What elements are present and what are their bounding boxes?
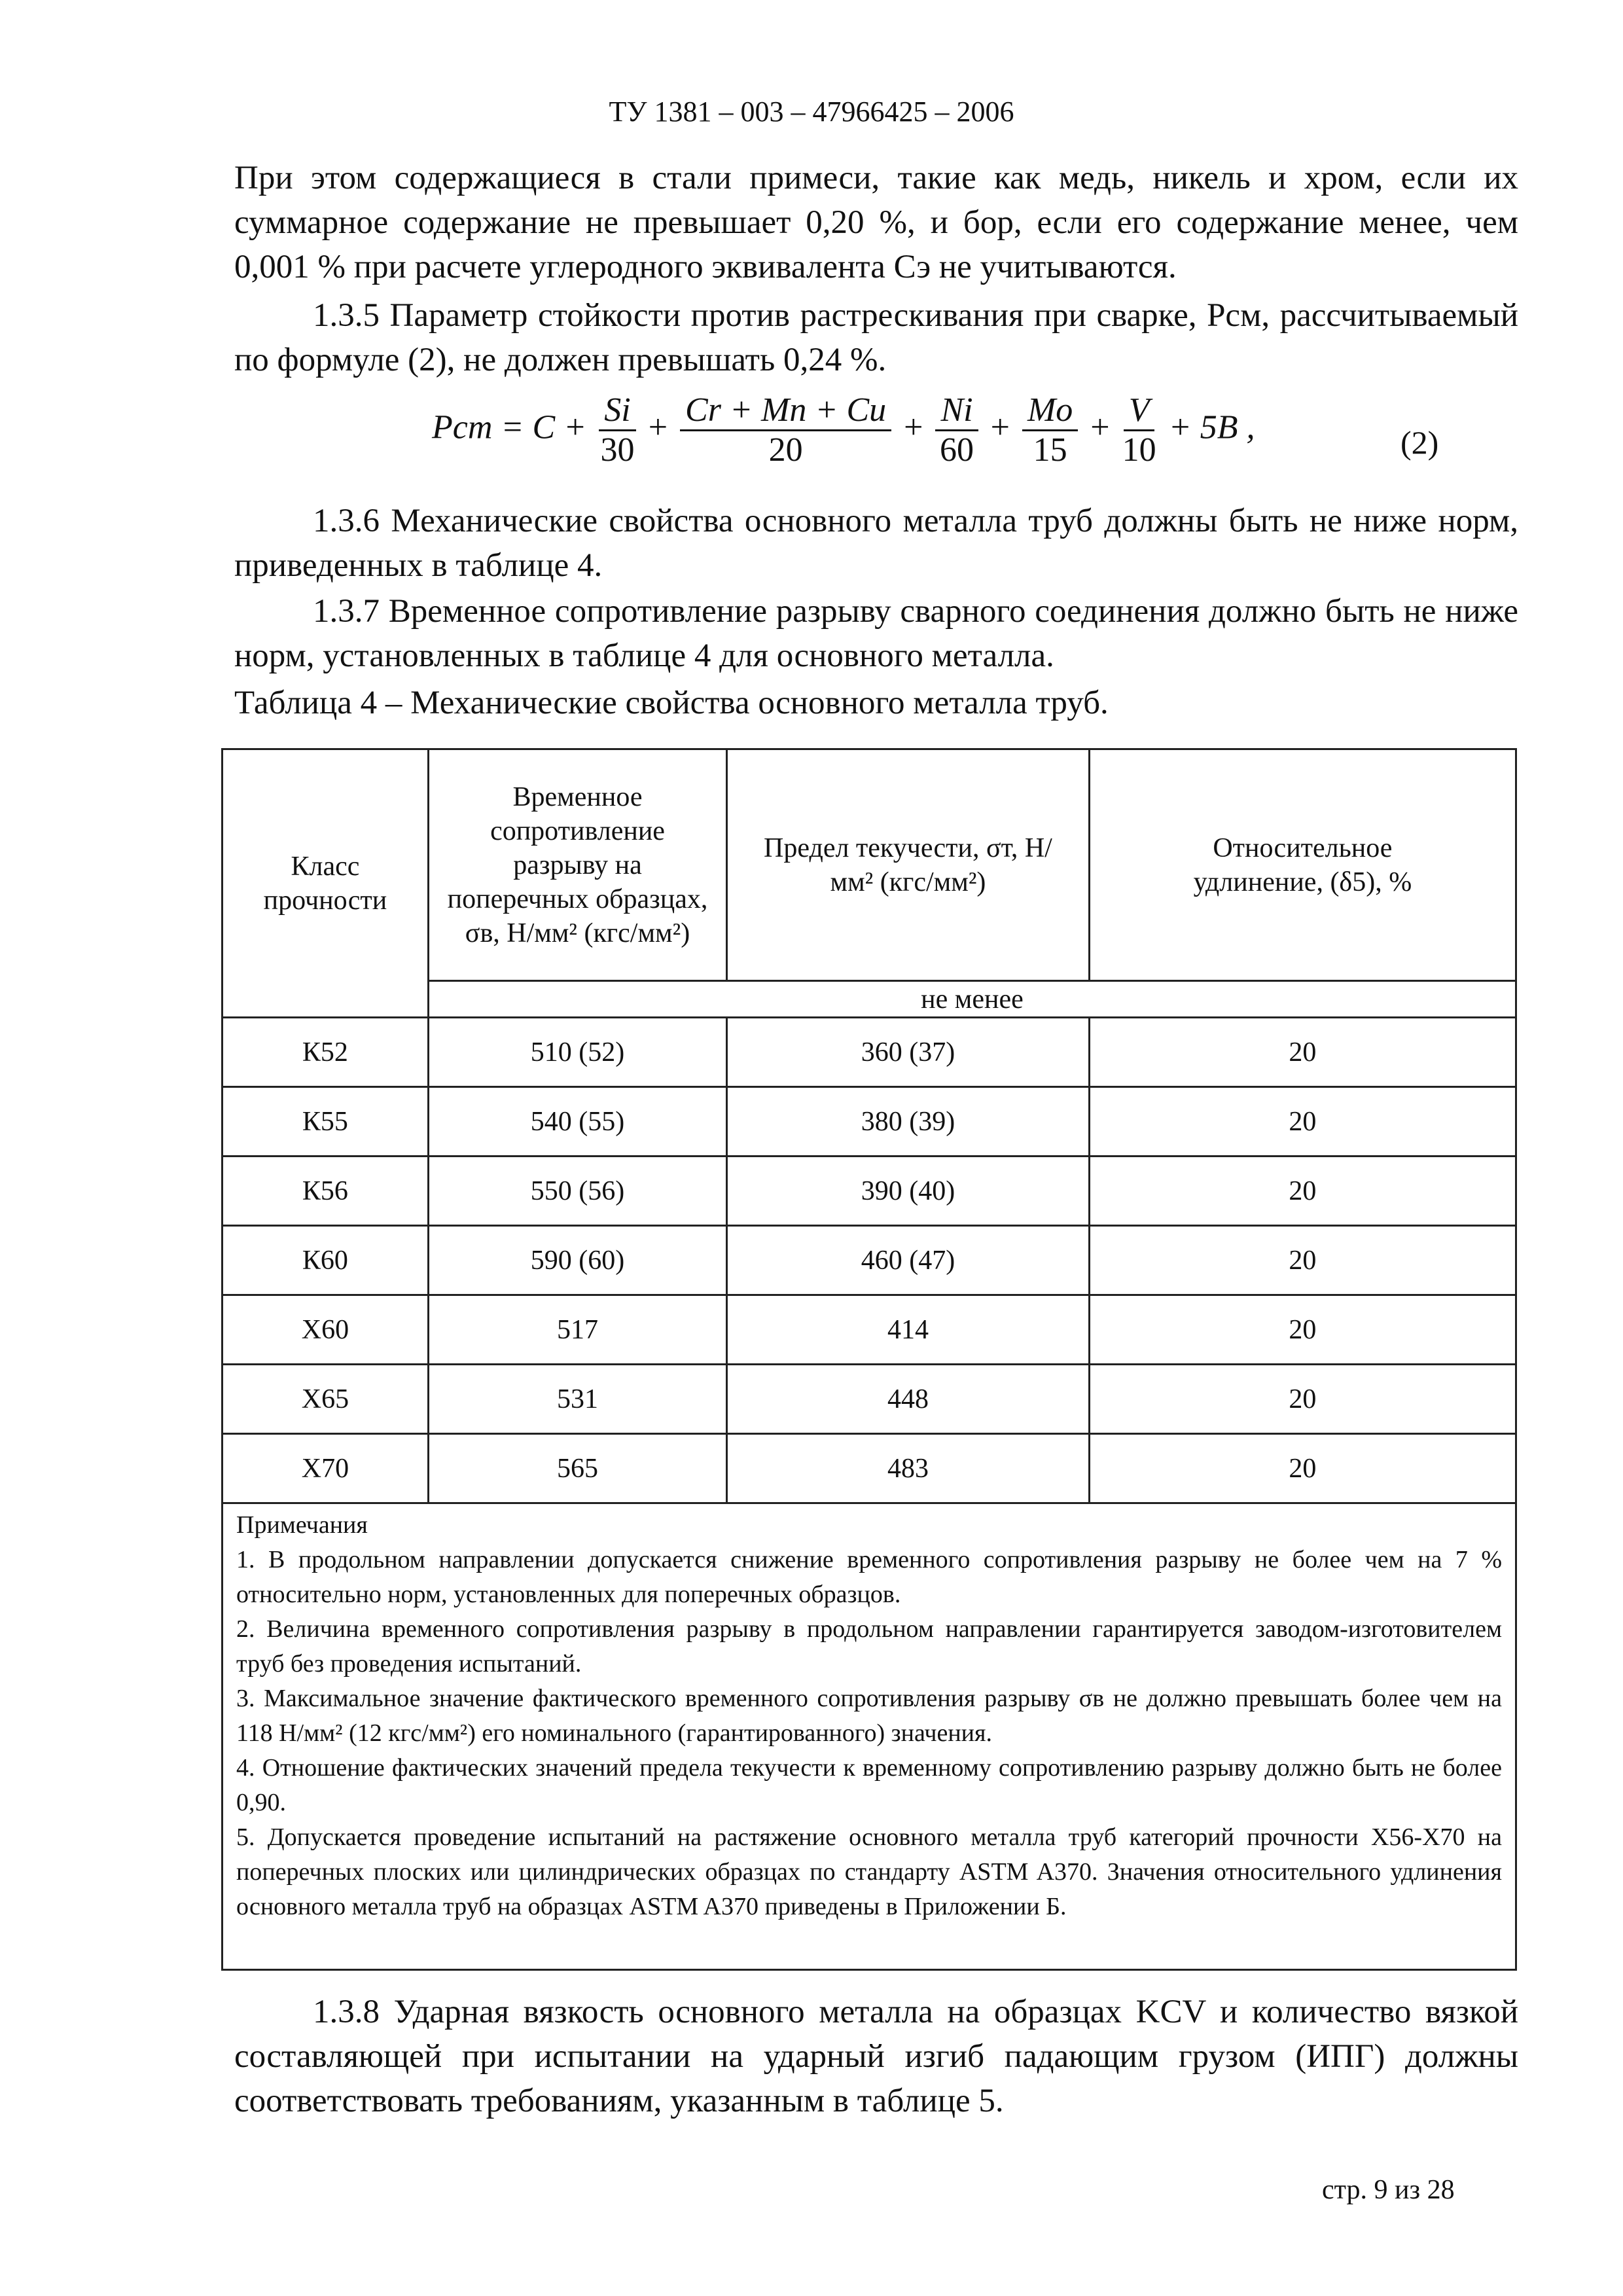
cell-class: К56 [223,1157,429,1226]
formula-number: (2) [1400,424,1439,461]
header-elongation: Относительное удлинение, (δ5), % [1089,749,1516,981]
cell-elongation: 20 [1089,1365,1516,1434]
plus-sign: + [990,408,1010,446]
fraction-ni [935,391,978,469]
cell-elongation: 20 [1089,1018,1516,1087]
cell-yield: 414 [727,1295,1090,1365]
fraction-numerator: Cr + Mn + Cu [680,391,891,431]
cell-elongation: 20 [1089,1226,1516,1295]
cell-tensile: 590 (60) [428,1226,726,1295]
cell-yield: 483 [727,1434,1090,1503]
cell-tensile: 550 (56) [428,1157,726,1226]
fraction-si [599,391,635,469]
cell-tensile: 510 (52) [428,1018,726,1087]
cell-tensile: 517 [428,1295,726,1365]
fraction-denominator: 30 [600,431,635,469]
cell-class: Х65 [223,1365,429,1434]
table-row [223,1365,1516,1434]
paragraph-1-3-6: 1.3.6 Механические свойства основного металла труб должны быть не ниже норм, приведенных в таблице 4. [234,503,1518,584]
cell-tensile: 540 (55) [428,1087,726,1157]
cell-class: Х70 [223,1434,429,1503]
table-row [223,1018,1516,1087]
formula-lhs: Pcm = C + [432,408,587,446]
cell-elongation: 20 [1089,1157,1516,1226]
fraction-numerator: V [1124,391,1155,431]
subheader-min: не менее [428,981,1516,1018]
cell-elongation: 20 [1089,1434,1516,1503]
fraction-numerator: Si [599,391,635,431]
table-notes [223,1503,1516,1970]
note-item: 3. Максимальное значение фактического временного сопротивления разрыву σв не должно превышать более чем на 118 Н/мм² (12 кгс/мм²) его номинального (гарантированного) значения. [236,1685,1502,1747]
cell-class: К52 [223,1018,429,1087]
cell-yield: 460 (47) [727,1226,1090,1295]
cell-class: К55 [223,1087,429,1157]
paragraph-1-3-7: 1.3.7 Временное сопротивление разрыву сварного соединения должно быть не ниже норм, установленных в таблице 4 для основного металла. [234,593,1518,674]
cell-tensile: 531 [428,1365,726,1434]
cell-yield: 390 (40) [727,1157,1090,1226]
table-caption: Таблица 4 – Механические свойства основного металла труб. [234,685,1109,721]
note-item: 4. Отношение фактических значений предела текучести к временному сопротивлению разрыву должно быть не более 0,90. [236,1754,1502,1816]
fraction-numerator: Ni [935,391,978,431]
mechanical-properties-table [221,748,1517,1971]
table-row [223,1434,1516,1503]
cell-yield: 360 (37) [727,1018,1090,1087]
header-class: Класс прочности [223,749,429,1018]
fraction-denominator: 60 [940,431,974,469]
paragraph-impurities: При этом содержащиеся в стали примеси, такие как медь, никель и хром, если их суммарное содержание не превышает 0,20 %, и бор, если его содержание менее, чем 0,001 % при расчете углеродного эквивалента Сэ не учитываются. [234,160,1518,285]
header-yield: Предел текучести, σт, Н/мм² (кгс/мм²) [727,749,1090,981]
note-item: 2. Величина временного сопротивления разрыву в продольном направлении гарантируется заводом-изготовителем труб без проведения испытаний. [236,1615,1502,1677]
fraction-mo [1022,391,1078,469]
formula-tail: + 5B , [1168,408,1255,446]
document-header: ТУ 1381 – 003 – 47966425 – 2006 [609,96,1014,128]
plus-sign: + [1090,408,1110,446]
fraction-denominator: 10 [1122,431,1156,469]
table-row [223,1087,1516,1157]
header-tensile: Временное сопротивление разрыву на поперечных образцах, σв, Н/мм² (кгс/мм²) [428,749,726,981]
note-item: 5. Допускается проведение испытаний на растяжение основного металла труб категорий прочности Х56-Х70 на поперечных плоских или цилиндрических образцах по стандарту ASTM A370. Значения относительного удлинения основного металла труб на образцах ASTM A370 приведены в Приложении Б. [236,1823,1502,1920]
pcm-formula [432,391,1414,490]
paragraph-1-3-8: 1.3.8 Ударная вязкость основного металла на образцах KCV и количество вязкой составляющей при испытании на ударный изгиб падающим грузом (ИПГ) должны соответствовать требованиям, указанным в таблице 5. [234,1994,1518,2119]
fraction-denominator: 15 [1033,431,1067,469]
cell-elongation: 20 [1089,1087,1516,1157]
fraction-denominator: 20 [768,431,803,469]
notes-row [223,1503,1516,1970]
table-row [223,1157,1516,1226]
table-row [223,1295,1516,1365]
fraction-cr-mn-cu [680,391,891,469]
fraction-v [1122,391,1156,469]
table-header-row [223,749,1516,981]
table-row [223,1226,1516,1295]
cell-yield: 448 [727,1365,1090,1434]
paragraph-1-3-5: 1.3.5 Параметр стойкости против растрескивания при сварке, Pсм, рассчитываемый по формуле (2), не должен превышать 0,24 %. [234,297,1518,378]
cell-class: Х60 [223,1295,429,1365]
notes-title: Примечания [236,1511,368,1539]
note-item: 1. В продольном направлении допускается снижение временного сопротивления разрыву не более чем на 7 % относительно норм, установленных для поперечных образцов. [236,1546,1502,1608]
cell-yield: 380 (39) [727,1087,1090,1157]
cell-class: К60 [223,1226,429,1295]
page-number: стр. 9 из 28 [1322,2175,1455,2205]
plus-sign: + [904,408,923,446]
cell-elongation: 20 [1089,1295,1516,1365]
fraction-numerator: Mo [1022,391,1078,431]
cell-tensile: 565 [428,1434,726,1503]
plus-sign: + [648,408,668,446]
